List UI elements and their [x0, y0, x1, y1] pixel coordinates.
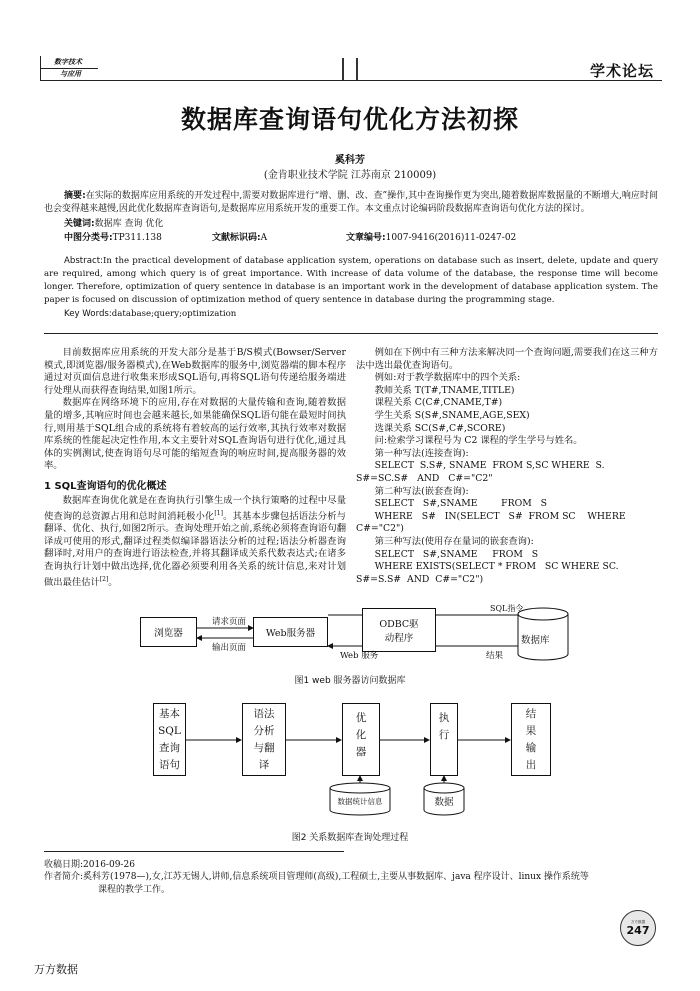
query-question: 问:检索学习课程号为 C2 课程的学生学号与姓名。	[374, 435, 583, 447]
figure-1-caption: 图1 web 服务器访问数据库	[294, 676, 406, 686]
affiliation: (金肯职业技术学院 江苏南京 210009)	[263, 170, 437, 181]
paper-title: 数据库查询语句优化方法初探	[180, 105, 519, 134]
sql-input-box: 基本 SQL 查询 语句	[153, 703, 186, 776]
method-3-sql-line1: SELECT S#,SNAME FROM S	[374, 548, 539, 560]
output-label: 输出页面	[212, 643, 247, 653]
parser-box: 语法 分析 与翻 译	[242, 703, 286, 776]
method-3-label: 第三种写法(使用存在量词的嵌套查询):	[374, 535, 534, 547]
keywords-cn: 关键词:数据库 查询 优化	[64, 219, 164, 229]
abstract-en-label: Abstract:	[64, 256, 103, 266]
execute-box: 执 行	[430, 703, 458, 776]
section-heading-1: 1 SQL查询语句的优化概述	[44, 480, 167, 492]
header-divider-marks	[338, 58, 362, 80]
method-3-sql-line3: S#=S.S# AND C#="C2")	[356, 573, 484, 585]
result-label: 结果	[486, 651, 504, 661]
data-label: 数据	[434, 797, 454, 808]
example-intro: 例如在下例中有三种方法来解决同一个查询问题,需要我们在这三种方法中选出最优查询语句。	[356, 347, 658, 371]
abstract-cn	[44, 190, 658, 215]
right-column: 例如在下例中有三种方法来解决同一个查询问题,需要我们在这三种方法中选出最优查询语句。 例如:对于教学数据库中的四个关系: 教师关系 T(T#,TNAME,TITLE) 课程关系 C(C#,CNAME,T#) 学生关系 S(S#,SNAME,AGE,SEX) 选课关系 SC(S#,C#,SCORE) 问:检索学习课程号为 C2 课程的学生学号与姓名。 第一种写法(连接查询): SELECT S.S#, SNAME FROM S,SC WHERE S. S#=SC.S# AND C#="C2" 第二种写法(嵌套查询): SELECT S#,SNAME FROM S WHERE S# IN(SELECT S# FROM SC WHERE C#="C2") 第三种写法(使用存在量词的嵌套查询): SELECT S#,SNAME FROM S WHERE EXISTS(SELECT * FROM SC WHERE SC. S#=S.S# AND C#="C2")	[356, 347, 658, 585]
journal-logo	[40, 56, 98, 80]
stats-label: 数据统计信息	[337, 797, 383, 806]
wanfang-watermark: 万方数据	[34, 963, 78, 976]
classification-row: 中图分类号:TP311.138 文献标识码:A 文章编号:1007-9416(2016)11-0247-02	[64, 233, 517, 243]
page-number-seal	[620, 910, 656, 946]
intro-paragraph-2: 数据库在网络环境下的应用,存在对数据的大量传输和查询,随着数据量的增多,其响应时间也会越来越长,如果能确保SQL语句能在最短时间执行,则用基于SQL组合成的系统将有着较高的运行效率,其执行效率对数据库系统的性能起决定性作用,本文主要针对SQL查询语句进行优化,通过具体的实例测试,使查询语句尽可能的缩短查询的响应时间,提高服务器的效率。	[44, 397, 346, 472]
keywords-en: Key Words:database;query;optimization	[64, 309, 237, 319]
section-title: 学术论坛	[590, 62, 655, 80]
left-column	[44, 347, 346, 589]
method-2-sql-line2: WHERE S# IN(SELECT S# FROM SC WHERE	[374, 510, 626, 522]
page-number: 247	[626, 923, 650, 937]
web-server-box: Web服务器	[253, 617, 328, 647]
method-1-sql-line2: S#=SC.S# AND C#="C2"	[356, 472, 493, 484]
method-2-sql-line3: C#="C2")	[356, 523, 404, 535]
method-1-sql-line1: SELECT S.S#, SNAME FROM S,SC WHERE S.	[374, 460, 605, 472]
browser-box: 浏览器	[140, 617, 197, 647]
abstract-cn-label: 摘要:	[64, 191, 86, 201]
figure-2-caption: 图2 关系数据库查询处理过程	[291, 833, 409, 843]
relation-teacher: 教师关系 T(T#,TNAME,TITLE)	[374, 384, 515, 396]
received-date: 收稿日期:2016-09-26	[44, 860, 135, 870]
sql-command-label: SQL指令	[490, 604, 524, 613]
output-box: 结 果 输 出	[511, 703, 551, 776]
odbc-driver-box: ODBC驱 动程序	[362, 608, 436, 652]
optimizer-box: 优 化 器	[342, 703, 380, 776]
method-2-label: 第二种写法(嵌套查询):	[374, 485, 469, 497]
web-service-label: Web 服务	[340, 651, 379, 661]
relation-course: 课程关系 C(C#,CNAME,T#)	[374, 397, 503, 409]
journal-name-line1: 数字技术	[54, 58, 82, 66]
seal-text: 万方数据	[630, 919, 646, 924]
intro-paragraph-1: 目前数据库应用系统的开发大部分是基于B/S模式(Bowser/Server模式,即浏览器/服务器模式),在Web数据库的服务中,浏览器端的脚本程序通过对页面信息进行收集来形成SQL语句,再将SQL语句传递给服务端进行处理从而获得查询结果,如图1所示。	[44, 347, 346, 396]
relation-selection: 选课关系 SC(S#,C#,SCORE)	[374, 422, 506, 434]
abstract-en-text: In the practical development of database application system, operations on database such as insert, delete, update and query are required, among which query is of great importance. With increase of data volume of the database, the response time will become longer. Therefore, optimization of query sentence in database is an important work in the development of database application system. The paper is focused on discussion of optimization method of query sentence in database during the programming stage.	[44, 256, 658, 305]
request-label: 请求页面	[212, 617, 247, 627]
database-label: 数据库	[521, 635, 550, 646]
method-1-label: 第一种写法(连接查询):	[374, 447, 469, 459]
section1-paragraph: 数据库查询优化就是在查询执行引擎生成一个执行策略的过程中尽量使查询的总资源占用和总时间消耗极小化[1]。其基本步骤包括语法分析与翻译、优化、执行,如图2所示。查询处理开始之前,系统必须将查询语句翻译成可使用的形式,翻译过程类似编译器语法分析的过程;语法分析器查询翻译时,对用户的查询进行语法检查,并将其翻译成关系代数表达式;在诸多查询执行计划中做出选择,优化器必须要利用各关系的统计信息,来对计划做出最佳估计[2]。	[44, 494, 346, 588]
abstract-cn-text: 在实际的数据库应用系统的开发过程中,需要对数据库进行“增、删、改、查”操作,其中查询操作更为突出,随着数据库数据量的不断增大,响应时间也会变得越来越慢,因此优化数据库查询语句,是数据库应用系统开发的重要工作。本文重点讨论编码阶段数据库查询语句优化方法的探讨。	[44, 191, 658, 214]
method-3-sql-line2: WHERE EXISTS(SELECT * FROM SC WHERE SC.	[374, 561, 619, 573]
journal-name-line2: 与应用	[60, 70, 81, 78]
author-bio: 作者简介:奚科芳(1978—),女,江苏无锡人,讲师,信息系统项目管理师(高级),工程硕士,主要从事数据库、java 程序设计、linux 操作系统等 课程的教学工作。	[44, 872, 589, 895]
abstract-en	[44, 255, 658, 307]
method-2-sql-line1: SELECT S#,SNAME FROM S	[374, 498, 547, 510]
relation-student: 学生关系 S(S#,SNAME,AGE,SEX)	[374, 409, 530, 421]
author-name: 奚科芳	[335, 155, 365, 166]
